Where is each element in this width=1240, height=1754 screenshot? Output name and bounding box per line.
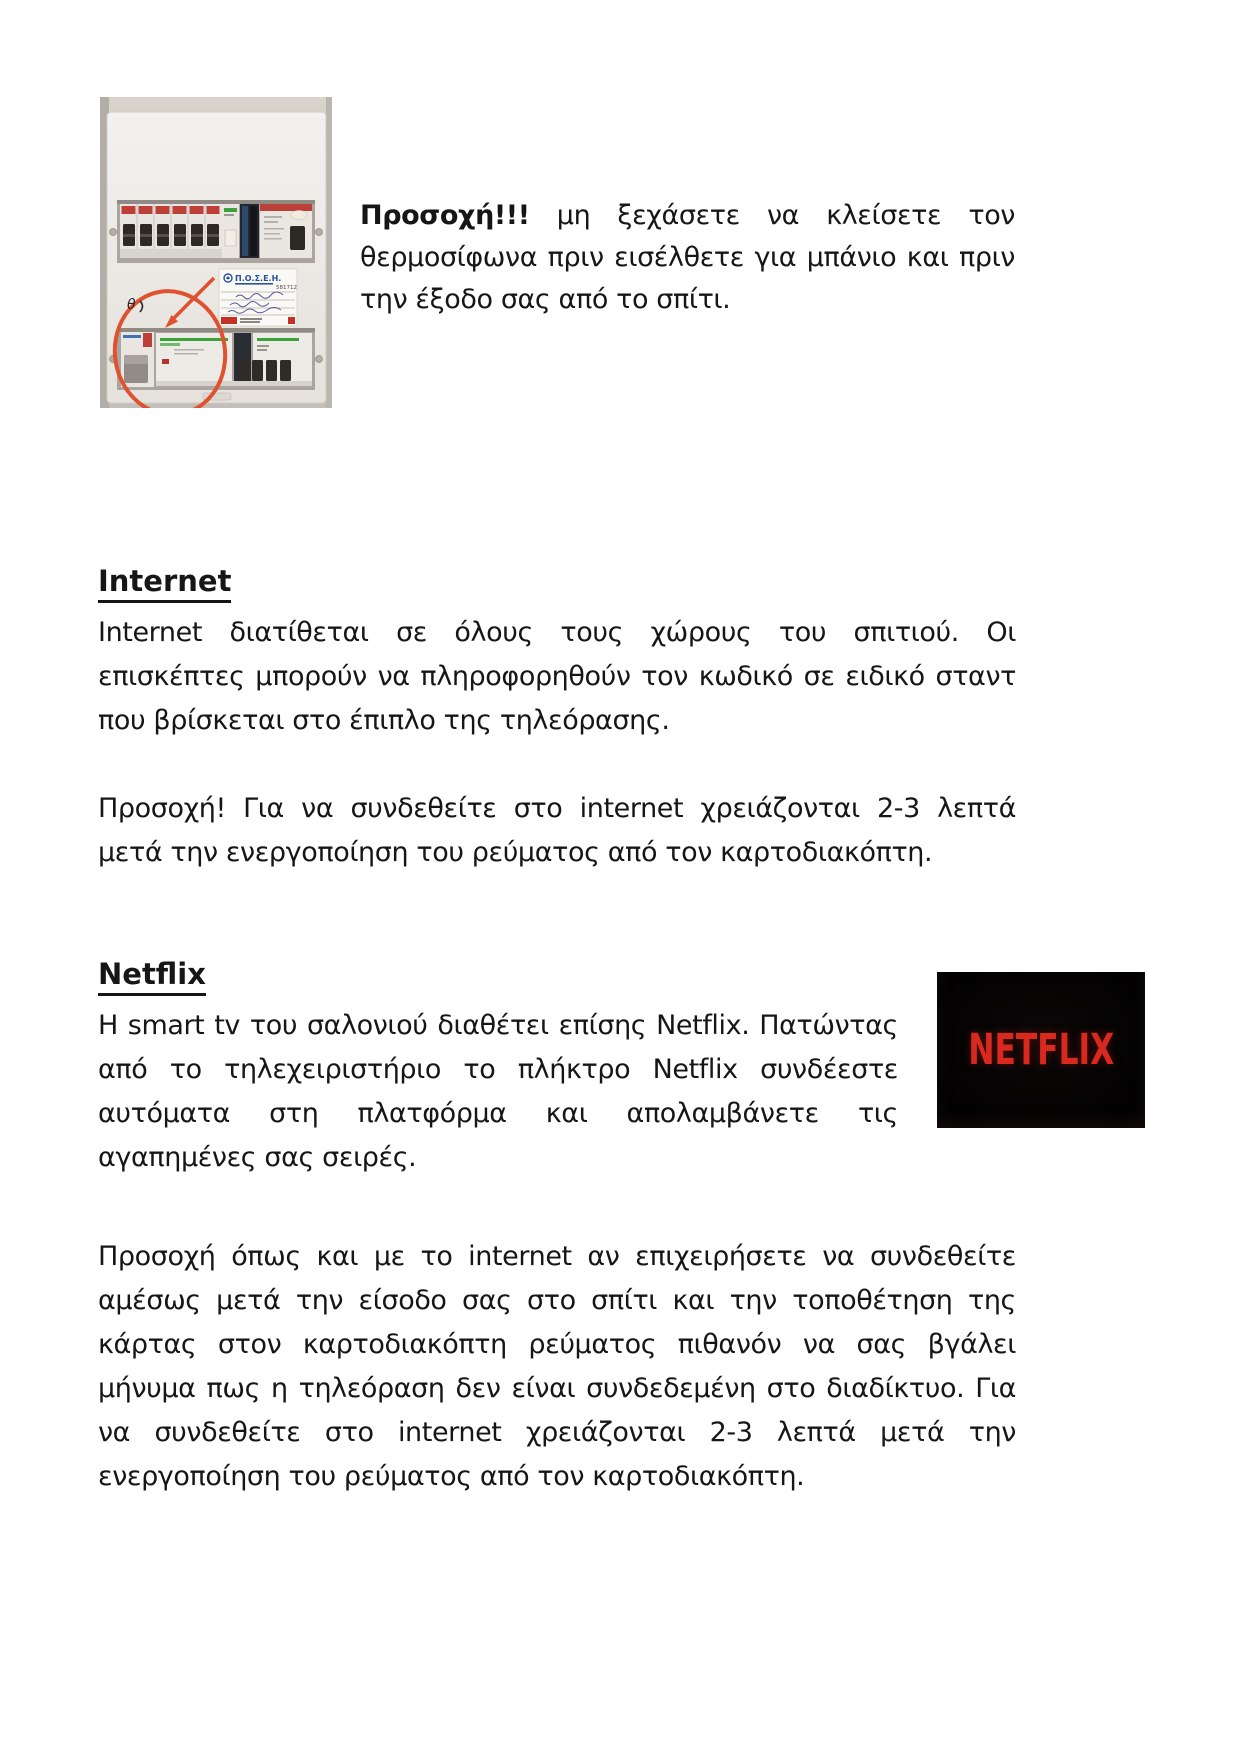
internet-section-heading: Internet: [98, 564, 231, 603]
warning-body: μη ξεχάσετε να κλείσετε τον θερμοσίφωνα πριν εισέλθετε για μπάνιο και πριν την έξοδο σας από το σπίτι.: [360, 200, 1015, 315]
internet-paragraph-1: Internet διατίθεται σε όλους τους χώρους του σπιτιού. Οι επισκέπτες μπορούν να πληροφορηθούν τον κωδικό σε ειδικό σταντ που βρίσκεται στο έπιπλο της τηλεόρασης.: [98, 617, 1016, 736]
thermo-warning-paragraph: [360, 195, 1015, 321]
svg-text:θ: θ: [127, 297, 136, 313]
card-switch-breaker: [121, 332, 154, 387]
label-brand-text: Π.Ο.Σ.Ε.Η.: [235, 274, 282, 283]
top-breaker-row: [117, 200, 315, 263]
warning-lead: Προσοχή!!!: [360, 200, 530, 231]
netflix-paragraph-1: Η smart tv του σαλονιού διαθέτει επίσης Netflix. Πατώντας από το τηλεχειριστήριο το πλήκτρο Netflix συνδέεστε αυτόματα στη πλατφόρμα και απολαμβάνετε τις αγαπημένες σας σειρές.: [98, 1010, 898, 1173]
netflix-section-heading: Netflix: [98, 957, 206, 996]
netflix-logo-image: [937, 972, 1145, 1128]
inspection-label: [219, 269, 297, 326]
label-number-text: 581712: [276, 285, 297, 291]
fusebox-illustration: [100, 97, 332, 408]
netflix-wordmark: NETFLIX: [968, 1025, 1114, 1075]
internet-paragraph-2: Προσοχή! Για να συνδεθείτε στο internet χρειάζονται 2-3 λεπτά μετά την ενεργοποίηση του ρεύματος από τον καρτοδιακόπτη.: [98, 793, 1016, 868]
fusebox-photo: [100, 97, 332, 408]
netflix-paragraph-2: Προσοχή όπως και με το internet αν επιχειρήσετε να συνδεθείτε αμέσως μετά την είσοδο σας στο σπίτι και την τοποθέτηση της κάρτας στον καρτοδιακόπτη ρεύματος πιθανόν να σας βγάλει μήνυμα πως η τηλεόραση δεν είναι συνδεδεμένη στο διαδίκτυο. Για να συνδεθείτε στο internet χρειάζονται 2-3 λεπτά μετά την ενεργοποίηση του ρεύματος από τον καρτοδιακόπτη.: [98, 1241, 1016, 1492]
